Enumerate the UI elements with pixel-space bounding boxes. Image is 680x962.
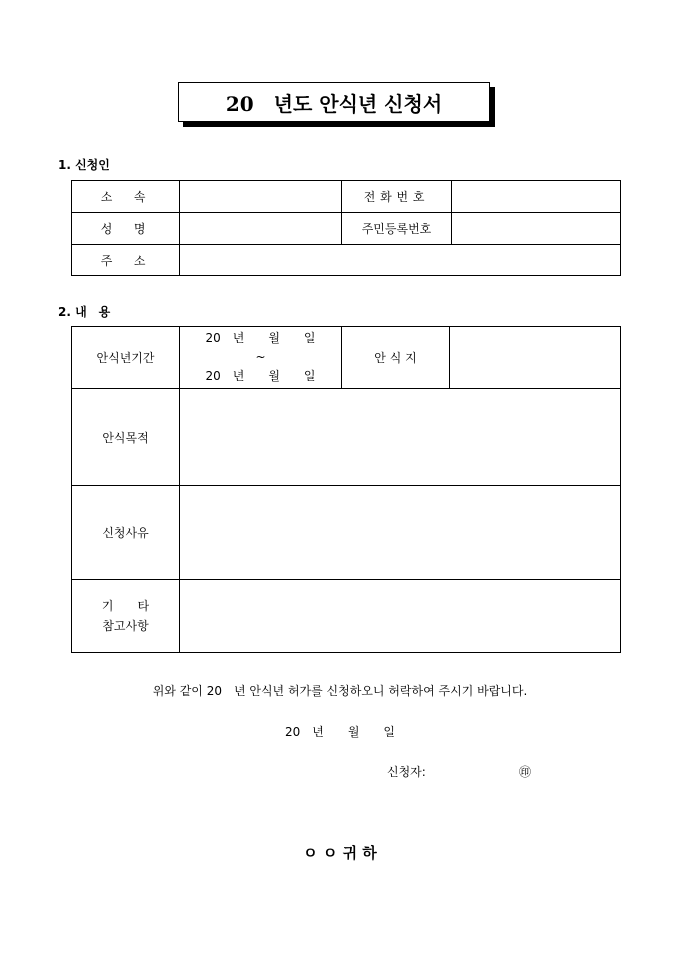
address-field[interactable]: [180, 245, 621, 276]
affiliation-field[interactable]: [180, 181, 342, 213]
content-table: [71, 326, 621, 653]
reason-field[interactable]: [180, 486, 621, 580]
section2-heading: 2. 내 용: [58, 305, 111, 319]
address-label: 주 소: [72, 245, 180, 276]
period-to: 20 년 월 일: [205, 369, 316, 383]
reason-label: 신청사유: [72, 486, 180, 580]
purpose-label: 안식목적: [72, 389, 180, 486]
place-field[interactable]: [450, 327, 621, 389]
resident-number-label: 주민등록번호: [342, 213, 452, 245]
applicant-signature-label: 신청자:: [387, 765, 426, 779]
request-statement: 위와 같이 20 년 안식년 허가를 신청하오니 허락하여 주시기 바랍니다.: [152, 684, 528, 698]
place-label: 안 식 지: [342, 327, 450, 389]
form-title: 20 년도 안식년 신청서: [225, 91, 443, 116]
section1-heading: 1. 신청인: [58, 158, 110, 172]
name-field[interactable]: [180, 213, 342, 245]
period-field[interactable]: [180, 327, 342, 389]
name-label: 성 명: [72, 213, 180, 245]
period-from: 20 년 월 일: [205, 331, 316, 345]
other-notes-label: 기 타 참고사항: [72, 580, 180, 653]
applicant-table: [71, 180, 621, 276]
period-tilde: ~: [255, 350, 266, 364]
phone-label: 전화번호: [342, 181, 452, 213]
signing-date: 20 년 월 일: [284, 725, 396, 739]
form-title-box: [178, 82, 490, 122]
other-notes-field[interactable]: [180, 580, 621, 653]
affiliation-label: 소 속: [72, 181, 180, 213]
period-label: 안식년기간: [72, 327, 180, 389]
recipient-line: ㅇ ㅇ 귀 하: [303, 844, 377, 862]
purpose-field[interactable]: [180, 389, 621, 486]
seal-icon: ㊞: [519, 765, 532, 779]
resident-number-field[interactable]: [452, 213, 621, 245]
phone-field[interactable]: [452, 181, 621, 213]
